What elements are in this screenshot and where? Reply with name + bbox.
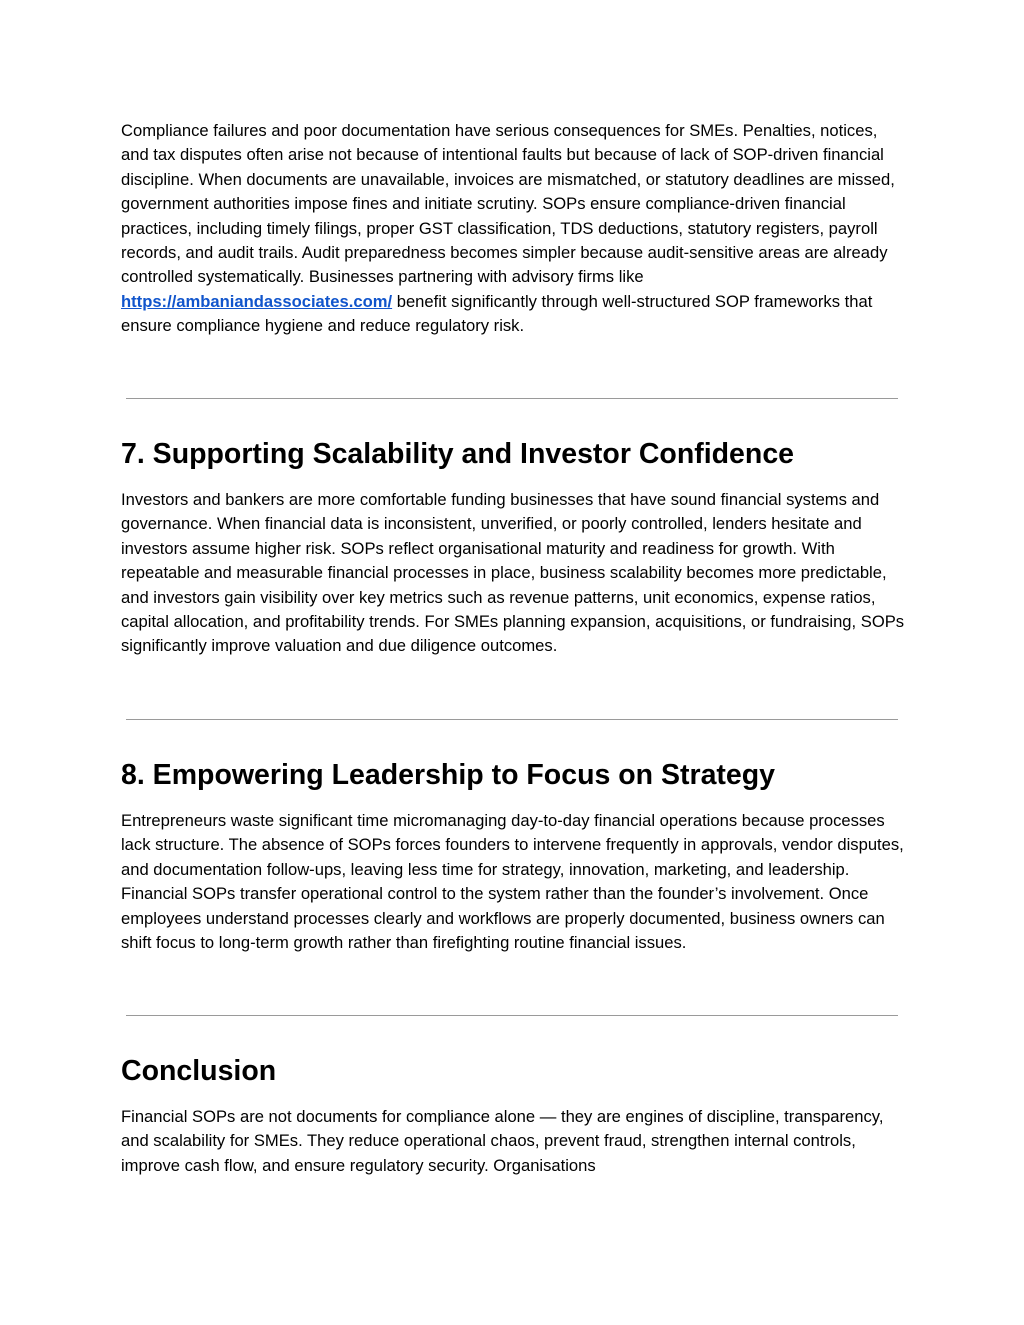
intro-text-before-link: Compliance failures and poor documentation have serious consequences for SMEs. Penalties, notices, and tax disputes often arise not because of intentional faults but because of lack of SOP-driven financial discipline. When documents are unavailable, invoices are mismatched, or statutory deadlines are missed, government authorities impose fines and initiate scrutiny. SOPs ensure compliance-driven financial practices, including timely filings, proper GST classification, TDS deductions, statutory registers, payroll records, and audit trails. Audit preparedness becomes simpler because audit-sensitive areas are already controlled systematically. Businesses partnering with advisory firms like bbox=[121, 121, 895, 287]
document-page bbox=[121, 119, 906, 1178]
section-8-body: Entrepreneurs waste significant time micromanaging day-to-day financial operations because processes lack structure. The absence of SOPs forces founders to intervene frequently in approvals, vendor disputes, and documentation follow-ups, leaving less time for strategy, innovation, marketing, and leadership. Financial SOPs transfer operational control to the system rather than the founder’s involvement. Once employees understand processes clearly and workflows are properly documented, business owners can shift focus to long-term growth rather than firefighting routine financial issues. bbox=[121, 811, 904, 953]
conclusion-heading: Conclusion bbox=[121, 1055, 277, 1087]
intro-paragraph bbox=[121, 119, 906, 363]
section-7-heading: 7. Supporting Scalability and Investor Confidence bbox=[121, 438, 795, 470]
section-divider bbox=[126, 398, 898, 399]
section-divider bbox=[126, 1015, 898, 1016]
advisory-firm-link[interactable]: https://ambaniandassociates.com/ bbox=[121, 291, 393, 311]
section-8-heading: 8. Empowering Leadership to Focus on Strategy bbox=[121, 759, 776, 791]
conclusion-body: Financial SOPs are not documents for compliance alone — they are engines of discipline, transparency, and scalability for SMEs. They reduce operational chaos, prevent fraud, strengthen internal controls, improve cash flow, and ensure regulatory security. Organisations bbox=[121, 1107, 884, 1175]
intro-text-after-link: benefit significantly through well-structured SOP frameworks that ensure compliance hygiene and reduce regulatory risk. bbox=[121, 291, 873, 336]
section-divider bbox=[126, 719, 898, 720]
section-7-body: Investors and bankers are more comfortable funding businesses that have sound financial systems and governance. When financial data is inconsistent, unverified, or poorly controlled, lenders hesitate and investors assume higher risk. SOPs reflect organisational maturity and readiness for growth. With repeatable and measurable financial processes in place, business scalability becomes more predictable, and investors gain visibility over key metrics such as revenue patterns, unit economics, expense ratios, capital allocation, and profitability trends. For SMEs planning expansion, acquisitions, or fundraising, SOPs significantly improve valuation and due diligence outcomes. bbox=[121, 490, 905, 656]
